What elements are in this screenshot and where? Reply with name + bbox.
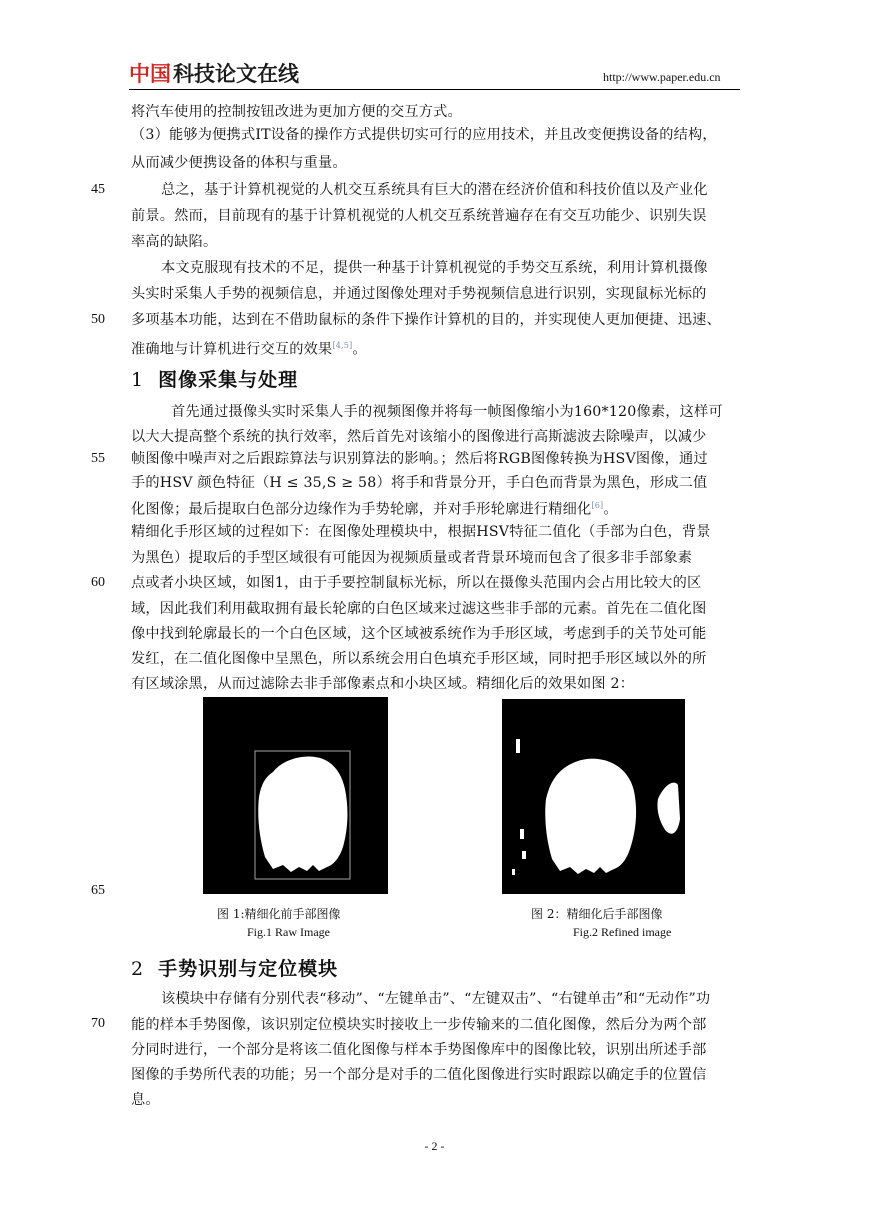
body-line: 首先通过摄像头实时采集人手的视频图像并将每一帧图像缩小为160*120像素，这样可 [171, 404, 723, 420]
section-title: 图像采集与处理 [158, 369, 299, 391]
body-line: 分同时进行，一个部分是将该二值化图像与样本手势图像库中的图像比较，识别出所述手部 [131, 1042, 707, 1058]
body-line: 帧图像中噪声对之后跟踪算法与识别算法的影响。；然后将RGB图像转换为HSV图像，通过 [131, 451, 708, 467]
body-line: 从而减少便携设备的体积与重量。 [131, 155, 347, 171]
citation-ref[interactable]: [6] [591, 501, 604, 510]
body-line: 图像的手势所代表的功能；另一个部分是对手的二值化图像进行实时跟踪以确定手的位置信 [131, 1067, 707, 1083]
line-end-period: 。 [603, 501, 618, 518]
logo-text-red: 中国 [129, 62, 171, 86]
header-url[interactable]: http://www.paper.edu.cn [603, 70, 721, 84]
journal-logo [129, 60, 319, 86]
body-line [131, 334, 740, 362]
body-line: 能的样本手势图像，该识别定位模块实时接收上一步传输来的二值化图像，然后分为两个部 [131, 1017, 707, 1033]
body-line: 率高的缺陷。 [131, 234, 218, 250]
body-line: （3）能够为便携式IT设备的操作方式提供切实可行的应用技术，并且改变便携设备的结构， [131, 127, 717, 143]
body-line: 为黑色）提取后的手型区域很有可能因为视频质量或者背景环境而包含了很多非手部象素 [131, 550, 693, 566]
body-line: 本文克服现有技术的不足，提供一种基于计算机视觉的手势交互系统，利用计算机摄像 [161, 260, 708, 276]
section-number: 1 [131, 369, 145, 391]
body-line: 息。 [131, 1092, 160, 1108]
body-line: 前景。然而，目前现有的基于计算机视觉的人机交互系统普遍存在有交互功能少、识别失误 [131, 208, 707, 224]
body-line: 多项基本功能，达到在不借助鼠标的条件下操作计算机的目的，并实现使人更加便捷、迅速、 [131, 312, 721, 328]
body-line: 头实时采集人手势的视频信息，并通过图像处理对手势视频信息进行识别，实现鼠标光标的 [131, 286, 707, 302]
body-line: 总之，基于计算机视觉的人机交互系统具有巨大的潜在经济价值和科技价值以及产业化 [161, 182, 708, 198]
body-line: 手的HSV 颜色特征（H ≤ 35,S ≥ 58）将手和背景分开，手白色而背景为黑色，形成二值 [131, 475, 708, 491]
body-line: 发红，在二值化图像中呈黑色，所以系统会用白色填充手形区域，同时把手形区域以外的所 [131, 651, 707, 667]
figure-1-raw-hand-image [203, 697, 388, 894]
line-end-period: 。 [352, 341, 367, 358]
page-number: - 2 - [424, 1139, 445, 1153]
body-line: 点或者小块区域，如图1，由于手要控制鼠标光标，所以在摄像头范围内会占用比较大的区 [131, 575, 702, 591]
citation-ref[interactable]: [4,5] [332, 341, 353, 350]
body-line: 像中找到轮廓最长的一个白色区域，这个区域被系统作为手形区域，考虑到手的关节处可能 [131, 626, 707, 642]
figure-1-caption-cn: 图 1:精细化前手部图像 [217, 907, 341, 921]
line-number: 65 [91, 883, 105, 898]
figure-2-caption-cn: 图 2：精细化后手部图像 [531, 907, 663, 921]
line-number: 45 [91, 182, 105, 197]
line-number: 60 [91, 575, 105, 590]
body-line: 有区域涂黑，从而过滤除去非手部像素点和小块区域。精细化后的效果如图 2： [131, 676, 635, 692]
body-line-text: 准确地与计算机进行交互的效果 [131, 341, 333, 358]
body-line-text: 化图像；最后提取白色部分边缘作为手势轮廓，并对手形轮廓进行精细化 [131, 501, 592, 518]
line-number: 55 [91, 451, 105, 466]
header-rule [129, 89, 740, 90]
section-heading-1 [131, 365, 298, 392]
body-line: 精细化手形区域的过程如下：在图像处理模块中，根据HSV特征二值化（手部为白色，背景 [131, 524, 711, 540]
line-number: 50 [91, 312, 105, 327]
line-number: 70 [91, 1016, 105, 1031]
body-line [131, 494, 740, 522]
body-line: 域，因此我们利用截取拥有最长轮廓的白色区域来过滤这些非手部的元素。首先在二值化图 [131, 601, 707, 617]
figure-2-caption-en: Fig.2 Refined image [573, 925, 672, 939]
section-heading-2 [131, 954, 338, 981]
figure-1-caption-en: Fig.1 Raw Image [247, 925, 330, 939]
logo-text-dark: 科技论文在线 [173, 62, 299, 86]
section-title: 手势识别与定位模块 [158, 958, 339, 980]
body-line: 将汽车使用的控制按钮改进为更加方便的交互方式。 [131, 104, 462, 120]
body-line: 该模块中存储有分别代表“移动”、“左键单击”、“左键双击”、“右键单击”和“无动作”功 [161, 991, 711, 1007]
figure-2-refined-hand-image [502, 699, 685, 894]
body-line: 以大大提高整个系统的执行效率，然后首先对该缩小的图像进行高斯滤波去除噪声，以减少 [131, 429, 707, 445]
section-number: 2 [131, 958, 145, 980]
